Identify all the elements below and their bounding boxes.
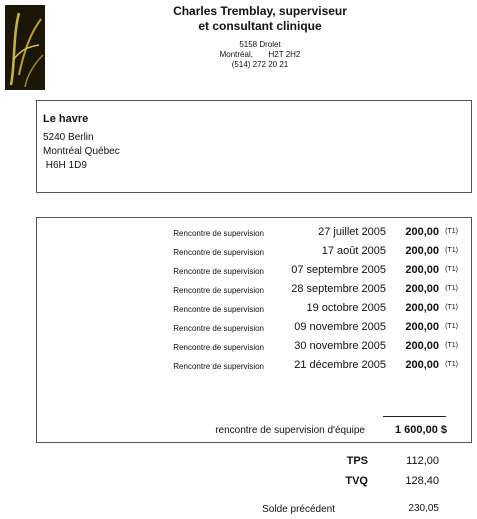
logo-image <box>5 5 45 90</box>
client-address-line: 5240 Berlin <box>43 132 94 143</box>
tax-label-tvq: TVQ <box>345 475 368 487</box>
item-amount: 200,00 <box>405 302 439 314</box>
provider-name-line: et consultant clinique <box>198 19 322 33</box>
item-description: Rencontre de supervision <box>173 286 264 295</box>
item-amount: 200,00 <box>405 283 439 295</box>
previous-balance-value: 230,05 <box>408 503 439 514</box>
invoice-line-item <box>37 302 473 316</box>
invoice-line-item <box>37 264 473 278</box>
invoice-line-item <box>37 283 473 297</box>
item-tax-code: (T1) <box>445 247 458 254</box>
item-description: Rencontre de supervision <box>173 248 264 257</box>
item-date: 09 novembre 2005 <box>294 321 386 333</box>
item-amount: 200,00 <box>405 321 439 333</box>
item-tax-code: (T1) <box>445 228 458 235</box>
invoice-line-item <box>37 226 473 240</box>
invoice-items-box <box>36 217 472 443</box>
client-address-box <box>36 100 472 193</box>
item-date: 21 décembre 2005 <box>294 359 386 371</box>
item-date: 28 septembre 2005 <box>291 283 386 295</box>
invoice-line-item <box>37 340 473 354</box>
item-date: 17 août 2005 <box>321 245 386 257</box>
subtotal-value: 1 600,00 $ <box>395 424 447 436</box>
provider-address-line: 5158 Drolet <box>239 40 281 49</box>
client-address-line: Montréal Québec <box>43 146 120 157</box>
item-amount: 200,00 <box>405 245 439 257</box>
item-amount: 200,00 <box>405 340 439 352</box>
item-date: 30 novembre 2005 <box>294 340 386 352</box>
tax-value-tvq: 128,40 <box>405 475 439 487</box>
client-name: Le havre <box>43 113 89 125</box>
provider-name <box>150 4 370 34</box>
tax-label-tps: TPS <box>346 455 368 467</box>
item-description: Rencontre de supervision <box>173 343 264 352</box>
invoice-line-item <box>37 321 473 335</box>
item-amount: 200,00 <box>405 264 439 276</box>
item-date: 19 octobre 2005 <box>306 302 386 314</box>
subtotal-label: rencontre de supervision d'équipe <box>215 425 365 436</box>
client-address-line: H6H 1D9 <box>43 160 87 171</box>
item-description: Rencontre de supervision <box>173 267 264 276</box>
item-tax-code: (T1) <box>445 266 458 273</box>
subtotal-rule <box>383 416 446 417</box>
item-tax-code: (T1) <box>445 323 458 330</box>
item-description: Rencontre de supervision <box>173 229 264 238</box>
item-description: Rencontre de supervision <box>173 305 264 314</box>
item-date: 27 juillet 2005 <box>318 226 386 238</box>
provider-name-line: Charles Tremblay, superviseur <box>173 4 347 18</box>
item-description: Rencontre de supervision <box>173 324 264 333</box>
provider-address-line: Montréal, H2T 2H2 <box>219 50 301 59</box>
provider-address <box>185 40 335 70</box>
item-amount: 200,00 <box>405 226 439 238</box>
item-tax-code: (T1) <box>445 304 458 311</box>
item-tax-code: (T1) <box>445 361 458 368</box>
item-date: 07 septembre 2005 <box>291 264 386 276</box>
invoice-line-item <box>37 245 473 259</box>
item-tax-code: (T1) <box>445 342 458 349</box>
provider-phone: (514) 272 20 21 <box>231 60 289 69</box>
item-tax-code: (T1) <box>445 285 458 292</box>
item-amount: 200,00 <box>405 359 439 371</box>
item-description: Rencontre de supervision <box>173 362 264 371</box>
tax-value-tps: 112,00 <box>406 455 439 467</box>
invoice-line-item <box>37 359 473 373</box>
previous-balance-label: Solde précédent <box>262 504 335 515</box>
